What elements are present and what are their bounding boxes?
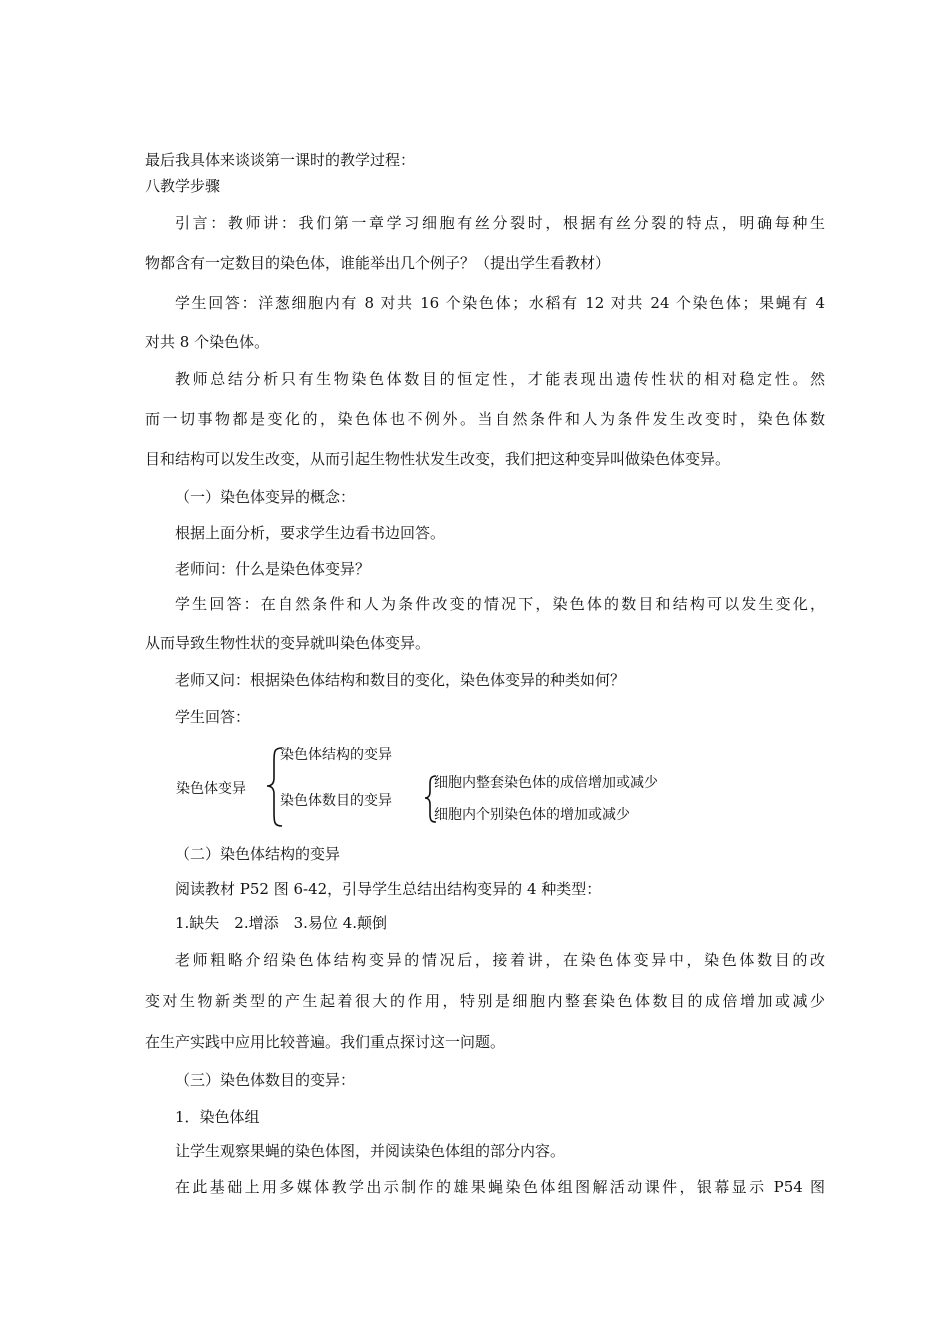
paragraph-line: 变对生物新类型的产生起着很大的作用，特别是细胞内整套染色体数目的成倍增加或减少: [145, 992, 825, 1010]
paragraph-line: 物都含有一定数目的染色体，谁能举出几个例子？（提出学生看教材）: [145, 254, 611, 272]
paragraph-line: 在生产实践中应用比较普遍。我们重点探讨这一问题。: [145, 1033, 506, 1051]
teacher-question: 老师问：什么是染色体变异？: [175, 560, 371, 578]
subheading-number: （三）染色体数目的变异：: [175, 1071, 356, 1089]
student-answer-label: 学生回答：: [175, 708, 251, 726]
intro-line: 最后我具体来谈谈第一课时的教学过程：: [145, 151, 416, 169]
teacher-question: 老师又问：根据染色体结构和数目的变化，染色体变异的种类如何？: [175, 671, 626, 689]
paragraph-line: 学生回答：在自然条件和人为条件改变的情况下，染色体的数目和结构可以发生变化，: [175, 595, 825, 613]
paragraph-line: 从而导致生物性状的变异就叫染色体变异。: [145, 634, 431, 652]
paragraph-line: 让学生观察果蝇的染色体图，并阅读染色体组的部分内容。: [175, 1142, 566, 1160]
diagram-sub-individual: 细胞内个别染色体的增加或减少: [434, 807, 630, 823]
subsection-chromosome-set: 1．染色体组: [175, 1108, 260, 1126]
section-heading-teaching-steps: 八教学步骤: [145, 177, 221, 195]
subheading-structure: （二）染色体结构的变异: [175, 845, 341, 863]
paragraph-line: 目和结构可以发生改变，从而引起生物性状发生改变，我们把这种变异叫做染色体变异。: [145, 450, 731, 468]
paragraph-line: 在此基础上用多媒体教学出示制作的雄果蝇染色体组图解活动课件，银幕显示 P54 图: [175, 1178, 825, 1196]
paragraph-line: 而一切事物都是变化的，染色体也不例外。当自然条件和人为条件发生改变时，染色体数: [145, 410, 825, 428]
paragraph-line: 学生回答：洋葱细胞内有 8 对共 16 个染色体；水稻有 12 对共 24 个染色体；果蝇有 4: [175, 294, 825, 312]
diagram-branch-structure: 染色体结构的变异: [280, 747, 392, 763]
paragraph-line: 引言：教师讲：我们第一章学习细胞有丝分裂时，根据有丝分裂的特点，明确每种生: [175, 214, 825, 232]
diagram-root-label: 染色体变异: [176, 781, 246, 797]
paragraph-line: 根据上面分析，要求学生边看书边回答。: [175, 524, 446, 542]
paragraph-line: 老师粗略介绍染色体结构变异的情况后，接着讲，在染色体变异中，染色体数目的改: [175, 951, 825, 969]
paragraph-line: 阅读教材 P52 图 6-42，引导学生总结出结构变异的 4 种类型：: [175, 880, 602, 898]
structure-types-list: 1.缺失 2.增添 3.易位 4.颠倒: [175, 914, 388, 932]
paragraph-line: 对共 8 个染色体。: [145, 333, 270, 351]
chromosome-variation-diagram: [170, 740, 770, 830]
subheading-concept: （一）染色体变异的概念：: [175, 488, 356, 506]
diagram-branch-number: 染色体数目的变异: [280, 793, 392, 809]
paragraph-line: 教师总结分析只有生物染色体数目的恒定性，才能表现出遗传性状的相对稳定性。然: [175, 370, 825, 388]
diagram-sub-whole-set: 细胞内整套染色体的成倍增加或减少: [434, 775, 658, 791]
